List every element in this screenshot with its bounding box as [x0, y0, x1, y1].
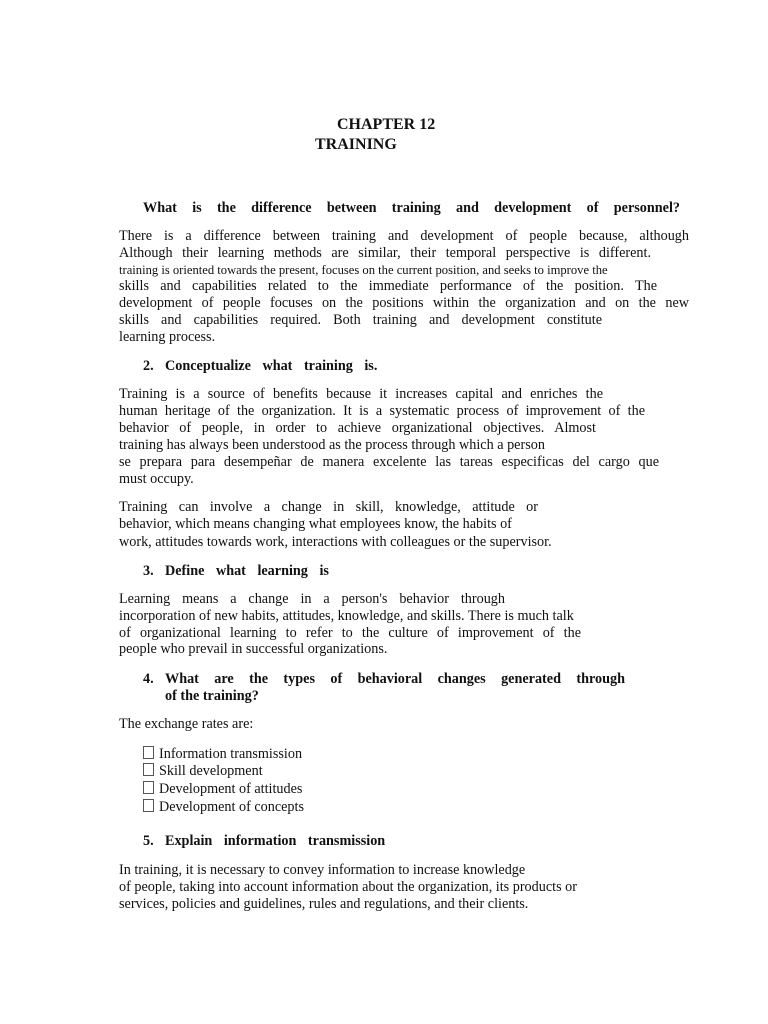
paragraph-6-line: of people, taking into account information about the organization, its products or: [119, 879, 577, 895]
paragraph-2-line: behavior of people, in order to achieve organizational objectives. Almost: [119, 420, 596, 436]
bullet-item: Skill development: [143, 763, 263, 780]
question-text-line-1: What are the types of behavioral changes generated through: [165, 671, 625, 687]
paragraph-3-line: work, attitudes towards work, interactions with colleagues or the supervisor.: [119, 534, 552, 550]
bullet-item: Information transmission: [143, 746, 302, 763]
question-text: Conceptualize what training is.: [165, 358, 378, 374]
checkbox-glyph-icon: [143, 781, 154, 794]
paragraph-1-line: development of people focuses on the positions within the organization and on the new: [119, 295, 689, 311]
question-number: 5.: [143, 833, 154, 849]
paragraph-3-line: behavior, which means changing what employees know, the habits of: [119, 516, 512, 532]
paragraph-4-line: Learning means a change in a person's behavior through: [119, 591, 505, 607]
paragraph-4-line: people who prevail in successful organizations.: [119, 641, 388, 657]
question-number: 2.: [143, 358, 154, 374]
paragraph-2-line: se prepara para desempeñar de manera excelente las tareas especificas del cargo que: [119, 454, 659, 470]
bullet-item: Development of attitudes: [143, 781, 302, 798]
paragraph-2-line: must occupy.: [119, 471, 194, 487]
paragraph-3-line: Training can involve a change in skill, knowledge, attitude or: [119, 499, 538, 515]
question-number: 4.: [143, 671, 154, 687]
bullet-item: Development of concepts: [143, 799, 304, 816]
question-number: 3.: [143, 563, 154, 579]
question-4: [143, 671, 625, 705]
paragraph-2-line: training has always been understood as the process through which a person: [119, 437, 545, 453]
paragraph-2-line: Training is a source of benefits because it increases capital and enriches the: [119, 386, 603, 402]
question-5: [143, 833, 385, 850]
paragraph-1-line: skills and capabilities related to the immediate performance of the position. The: [119, 278, 657, 294]
paragraph-1-line: training is oriented towards the present, focuses on the current position, and seeks to improve the: [119, 263, 608, 277]
question-text: Define what learning is: [165, 563, 329, 579]
chapter-title: TRAINING: [315, 136, 397, 153]
chapter-number: CHAPTER 12: [337, 116, 436, 133]
question-3: [143, 563, 329, 580]
question-1: What is the difference between training and development of personnel?: [143, 200, 680, 216]
paragraph-2-line: human heritage of the organization. It is a systematic process of improvement of the: [119, 403, 645, 419]
question-2: [143, 358, 377, 375]
paragraph-5: The exchange rates are:: [119, 716, 254, 732]
question-text-line-2: of the training?: [165, 688, 259, 704]
paragraph-6-line: In training, it is necessary to convey information to increase knowledge: [119, 862, 526, 878]
paragraph-1-line: learning process.: [119, 329, 216, 345]
question-text: Explain information transmission: [165, 833, 386, 849]
paragraph-1-line: Although their learning methods are similar, their temporal perspective is different.: [119, 245, 651, 261]
paragraph-4-line: incorporation of new habits, attitudes, knowledge, and skills. There is much talk: [119, 608, 574, 624]
checkbox-glyph-icon: [143, 799, 154, 812]
paragraph-4-line: of organizational learning to refer to the culture of improvement of the: [119, 625, 581, 641]
paragraph-1-line: skills and capabilities required. Both training and development constitute: [119, 312, 602, 328]
paragraph-1-line: There is a difference between training and development of people because, although: [119, 228, 689, 244]
checkbox-glyph-icon: [143, 763, 154, 776]
paragraph-6-line: services, policies and guidelines, rules and regulations, and their clients.: [119, 896, 529, 912]
checkbox-glyph-icon: [143, 746, 154, 759]
